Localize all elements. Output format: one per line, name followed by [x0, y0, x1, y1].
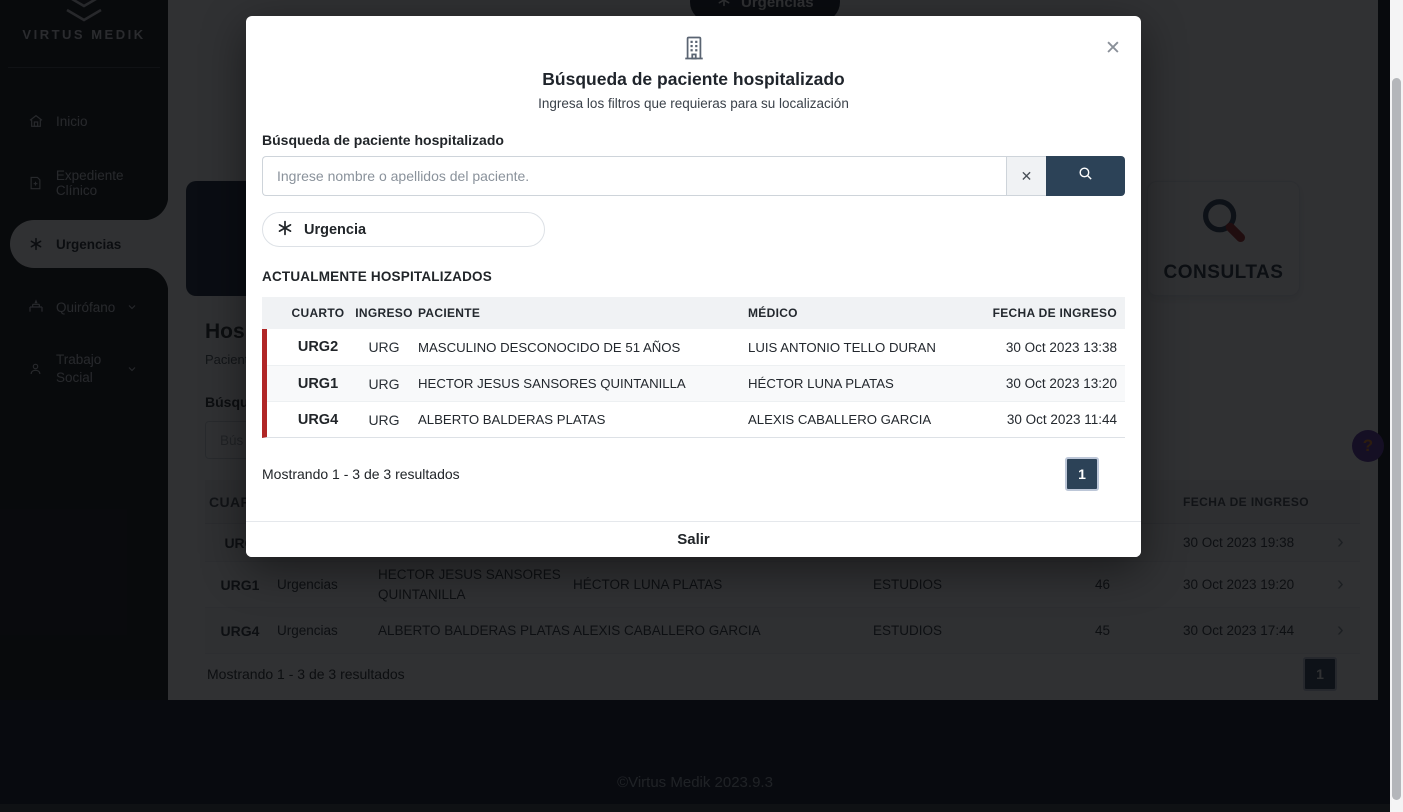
cell-cuarto: URG4: [297, 411, 339, 428]
exit-label: Salir: [677, 531, 710, 548]
medical-asterisk-icon: [276, 219, 294, 241]
cell-fecha: 30 Oct 2023 13:20: [1005, 376, 1117, 391]
vertical-scrollbar[interactable]: [1390, 0, 1403, 812]
modal-body: [246, 111, 1141, 491]
search-group: [262, 156, 1125, 196]
cell-fecha: 30 Oct 2023 13:38: [1005, 339, 1117, 355]
cell-paciente: MASCULINO DESCONOCIDO DE 51 AÑOS: [418, 339, 681, 355]
chip-label: Urgencia: [304, 221, 367, 238]
cell-paciente: ALBERTO BALDERAS PLATAS: [418, 412, 606, 427]
header-paciente: PACIENTE: [418, 306, 481, 320]
header-fecha: FECHA DE INGRESO: [992, 306, 1117, 320]
table-row[interactable]: [267, 329, 1125, 365]
hospitalized-patients-table: [262, 297, 1125, 438]
search-icon: [1077, 165, 1094, 187]
search-label: Búsqueda de paciente hospitalizado: [262, 132, 504, 148]
results-count: Mostrando 1 - 3 de 3 resultados: [262, 466, 460, 482]
patient-search-input[interactable]: [262, 156, 1006, 196]
clear-search-button[interactable]: [1006, 156, 1046, 196]
table-header: [262, 297, 1125, 329]
cell-cuarto: URG1: [297, 375, 339, 392]
header-cuarto: CUARTO: [291, 306, 345, 320]
cell-medico: HÉCTOR LUNA PLATAS: [748, 376, 894, 391]
urgencia-filter-chip[interactable]: [262, 212, 545, 247]
exit-button[interactable]: [246, 521, 1141, 557]
cell-ingreso: URG: [368, 339, 400, 355]
cell-paciente: HECTOR JESUS SANSORES QUINTANILLA: [418, 376, 686, 391]
search-button[interactable]: [1046, 156, 1125, 196]
patient-search-modal: [246, 16, 1141, 557]
page-1-button[interactable]: 1: [1065, 457, 1099, 491]
section-title: ACTUALMENTE HOSPITALIZADOS: [262, 269, 492, 284]
close-button[interactable]: [1101, 36, 1125, 60]
scrollbar-thumb[interactable]: [1392, 78, 1401, 800]
results-row: [262, 457, 1125, 491]
table-row[interactable]: [267, 401, 1125, 437]
modal-subtitle: Ingresa los filtros que requieras para su localización: [538, 96, 849, 111]
cell-cuarto: URG2: [297, 339, 339, 355]
cell-fecha: 30 Oct 2023 11:44: [1006, 412, 1117, 427]
cell-medico: LUIS ANTONIO TELLO DURAN: [748, 339, 936, 355]
header-ingreso: INGRESO: [355, 306, 413, 320]
table-body: [262, 329, 1125, 438]
modal-title: Búsqueda de paciente hospitalizado: [542, 69, 845, 89]
cell-ingreso: URG: [368, 375, 400, 392]
cell-medico: ALEXIS CABALLERO GARCIA: [748, 412, 932, 427]
table-row[interactable]: [267, 365, 1125, 401]
close-icon: ✕: [1105, 37, 1121, 59]
hospital-building-icon: [246, 34, 1141, 64]
modal-header: [246, 16, 1141, 111]
header-medico: MÉDICO: [748, 306, 798, 320]
clear-icon: ✕: [1020, 167, 1033, 184]
cell-ingreso: URG: [368, 411, 400, 428]
